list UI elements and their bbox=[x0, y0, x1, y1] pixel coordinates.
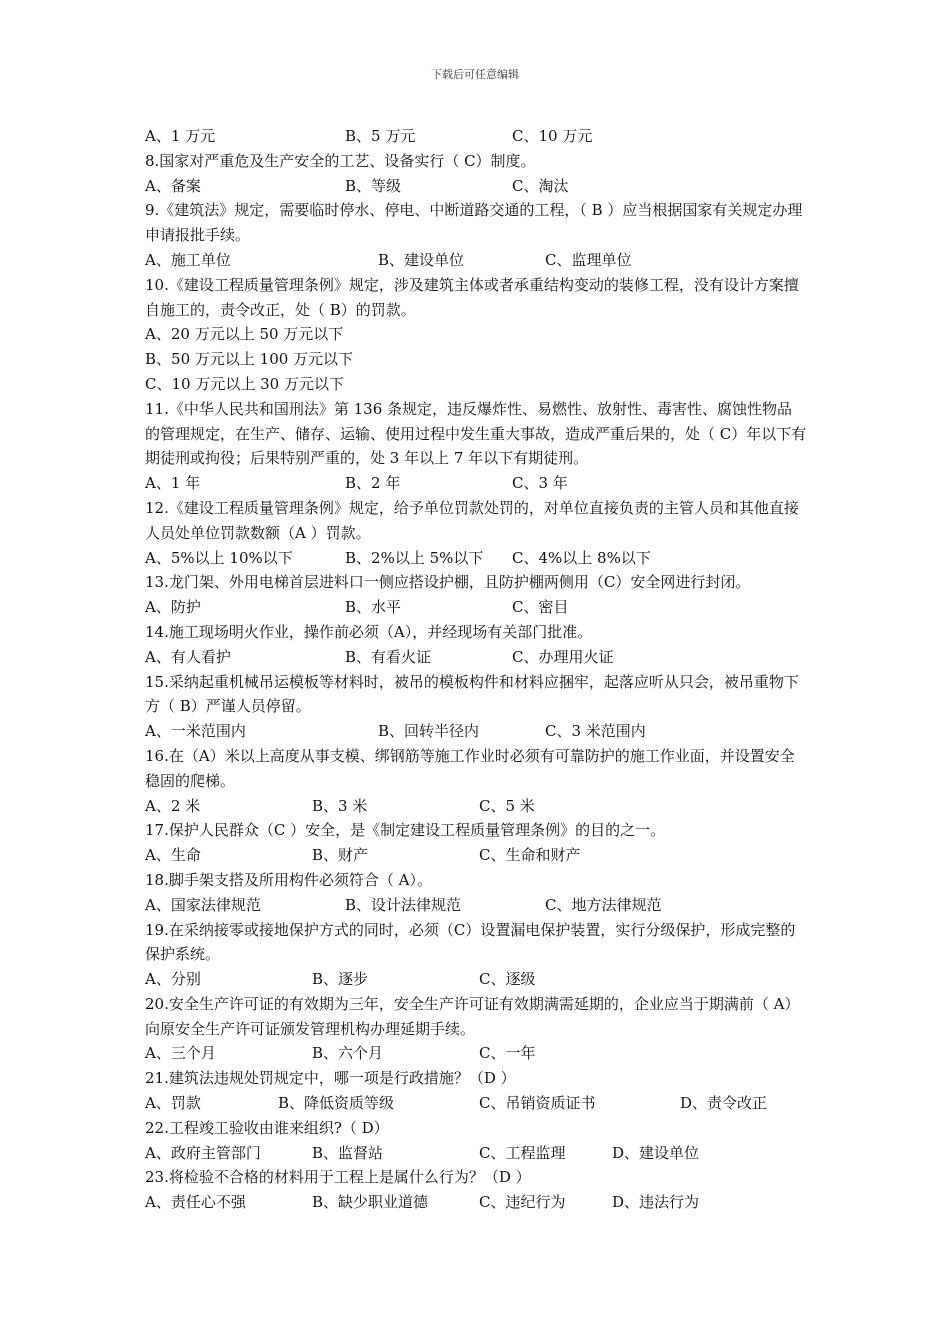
option-a: A、施工单位 bbox=[145, 250, 231, 269]
option-a: A、有人看护 bbox=[145, 647, 231, 666]
question-text: 11.《中华人民共和国刑法》第 136 条规定，违反爆炸性、易燃性、放射性、毒害性、腐蚀性物品的管理规定，在生产、储存、运输、使用过程中发生重大事故，造成严重后果的，处（ C）年以下有期徒刑或拘役；后果特别严重的，处 3 年以上 7 年以下有期徒刑。 bbox=[145, 399, 807, 468]
option-c: C、生命和财产 bbox=[479, 846, 581, 865]
options-row bbox=[145, 471, 807, 496]
option-d: D、责令改正 bbox=[680, 1094, 768, 1113]
option-c: C、3 年 bbox=[512, 474, 568, 493]
option-b: B、财产 bbox=[312, 846, 369, 865]
option-c: C、逐级 bbox=[479, 970, 536, 989]
options-row bbox=[145, 1091, 807, 1116]
question-text: 19.在采纳接零或接地保护方式的同时，必须（C）设置漏电保护装置，实行分级保护，形成完整的保护系统。 bbox=[145, 920, 796, 964]
option-b: B、缺少职业道德 bbox=[312, 1193, 429, 1212]
option-c: C、淘汰 bbox=[512, 176, 569, 195]
options-row bbox=[145, 1041, 807, 1066]
question-text: 12.《建设工程质量管理条例》规定，给予单位罚款处罚的，对单位直接负责的主管人员和其他直接人员处单位罚款数额（A ）罚款。 bbox=[145, 498, 799, 542]
option-a: A、20 万元以上 50 万元以下 bbox=[145, 325, 344, 344]
options-row bbox=[145, 893, 807, 918]
option-a: A、5%以上 10%以下 bbox=[145, 548, 293, 567]
options-row bbox=[145, 645, 807, 670]
question-text: 20.安全生产许可证的有效期为三年，安全生产许可证有效期满需延期的，企业应当于期满前（ A）向原安全生产许可证颁发管理机构办理延期手续。 bbox=[145, 994, 800, 1038]
question-text: 22.工程竣工验收由谁来组织?（ D） bbox=[145, 1118, 389, 1137]
question-text: 8.国家对严重危及生产安全的工艺、设备实行（ C）制度。 bbox=[145, 151, 536, 170]
option-d: D、违法行为 bbox=[612, 1193, 700, 1212]
options-row bbox=[145, 595, 807, 620]
option-b: B、有看火证 bbox=[345, 647, 432, 666]
options-row bbox=[145, 124, 807, 149]
option-c: C、监理单位 bbox=[545, 250, 632, 269]
option-b: B、等级 bbox=[345, 176, 402, 195]
question-text: 17.保护人民群众（C ）安全，是《制定建设工程质量管理条例》的目的之一。 bbox=[145, 821, 666, 840]
options-row bbox=[145, 967, 807, 992]
options-row bbox=[145, 1141, 807, 1166]
options-row bbox=[145, 322, 807, 347]
question-text: 14.施工现场明火作业，操作前必须（A），并经现场有关部门批准。 bbox=[145, 622, 593, 641]
question-text: 10.《建设工程质量管理条例》规定，涉及建筑主体或者承重结构变动的装修工程，没有设计方案擅自施工的，责令改正，处（ B）的罚款。 bbox=[145, 275, 799, 319]
option-a: A、责任心不强 bbox=[145, 1193, 246, 1212]
option-b: B、2 年 bbox=[345, 474, 401, 493]
options-row bbox=[145, 347, 807, 372]
options-row bbox=[145, 843, 807, 868]
option-a: A、三个月 bbox=[145, 1044, 216, 1063]
question-text: 16.在（A）米以上高度从事支模、绑钢筋等施工作业时必须有可靠防护的施工作业面，并设置安全稳固的爬梯。 bbox=[145, 746, 795, 790]
option-b: B、5 万元 bbox=[345, 127, 416, 145]
option-a: A、分别 bbox=[145, 970, 201, 989]
option-a: B、50 万元以上 100 万元以下 bbox=[145, 350, 354, 369]
option-c: C、10 万元 bbox=[512, 127, 593, 145]
option-c: C、4%以上 8%以下 bbox=[512, 548, 651, 567]
option-a: A、生命 bbox=[145, 846, 201, 865]
option-a: A、1 万元 bbox=[145, 127, 216, 145]
option-b: B、3 米 bbox=[312, 796, 368, 815]
options-row bbox=[145, 248, 807, 273]
options-row bbox=[145, 174, 807, 199]
option-b: B、设计法律规范 bbox=[345, 895, 462, 914]
options-row bbox=[145, 546, 807, 571]
question-text: 23.将检验不合格的材料用于工程上是属什么行为？（D ） bbox=[145, 1168, 531, 1187]
option-c: C、办理用火证 bbox=[512, 647, 614, 666]
options-row bbox=[145, 794, 807, 819]
option-a: A、1 年 bbox=[145, 474, 201, 493]
option-c: C、违纪行为 bbox=[479, 1193, 566, 1212]
document-body bbox=[145, 124, 807, 1215]
question-text: 9.《建筑法》规定，需要临时停水、停电、中断道路交通的工程，（ B ）应当根据国家有关规定办理申请报批手续。 bbox=[145, 201, 803, 245]
options-row bbox=[145, 1190, 807, 1215]
option-a: A、罚款 bbox=[145, 1094, 201, 1113]
option-a: A、政府主管部门 bbox=[145, 1143, 261, 1162]
question-text: 13.龙门架、外用电梯首层进料口一侧应搭设护棚，且防护棚两侧用（C）安全网进行封闭。 bbox=[145, 573, 751, 592]
option-a: A、2 米 bbox=[145, 796, 201, 815]
option-c: C、密目 bbox=[512, 598, 569, 617]
option-c: C、工程监理 bbox=[479, 1143, 566, 1162]
option-c: C、吊销资质证书 bbox=[479, 1094, 596, 1113]
option-b: B、六个月 bbox=[312, 1044, 384, 1063]
question-text: 15.采纳起重机械吊运模板等材料时，被吊的模板构件和材料应捆牢，起落应听从只会，被吊重物下方（ B）严谨人员停留。 bbox=[145, 672, 799, 716]
option-b: B、回转半径内 bbox=[378, 722, 480, 741]
option-c: C、地方法律规范 bbox=[545, 895, 662, 914]
option-a: A、防护 bbox=[145, 598, 201, 617]
option-c: C、3 米范围内 bbox=[545, 722, 646, 741]
option-c: C、5 米 bbox=[479, 796, 535, 815]
option-b: B、监督站 bbox=[312, 1143, 384, 1162]
option-a: C、10 万元以上 30 万元以下 bbox=[145, 374, 344, 393]
question-text: 21.建筑法违规处罚规定中，哪一项是行政措施？（D ） bbox=[145, 1069, 516, 1088]
option-b: B、水平 bbox=[345, 598, 402, 617]
option-a: A、一米范围内 bbox=[145, 722, 246, 741]
question-text: 18.脚手架支搭及所用构件必须符合（ A）。 bbox=[145, 870, 432, 889]
option-a: A、国家法律规范 bbox=[145, 895, 261, 914]
options-row bbox=[145, 719, 807, 744]
option-b: B、建设单位 bbox=[378, 250, 465, 269]
option-b: B、逐步 bbox=[312, 970, 369, 989]
option-b: B、2%以上 5%以下 bbox=[345, 548, 484, 567]
page-header: 下载后可任意编辑 bbox=[431, 68, 519, 81]
option-d: D、建设单位 bbox=[612, 1143, 700, 1162]
options-row bbox=[145, 372, 807, 397]
option-b: B、降低资质等级 bbox=[278, 1094, 395, 1113]
option-c: C、一年 bbox=[479, 1044, 536, 1063]
option-a: A、备案 bbox=[145, 176, 201, 195]
